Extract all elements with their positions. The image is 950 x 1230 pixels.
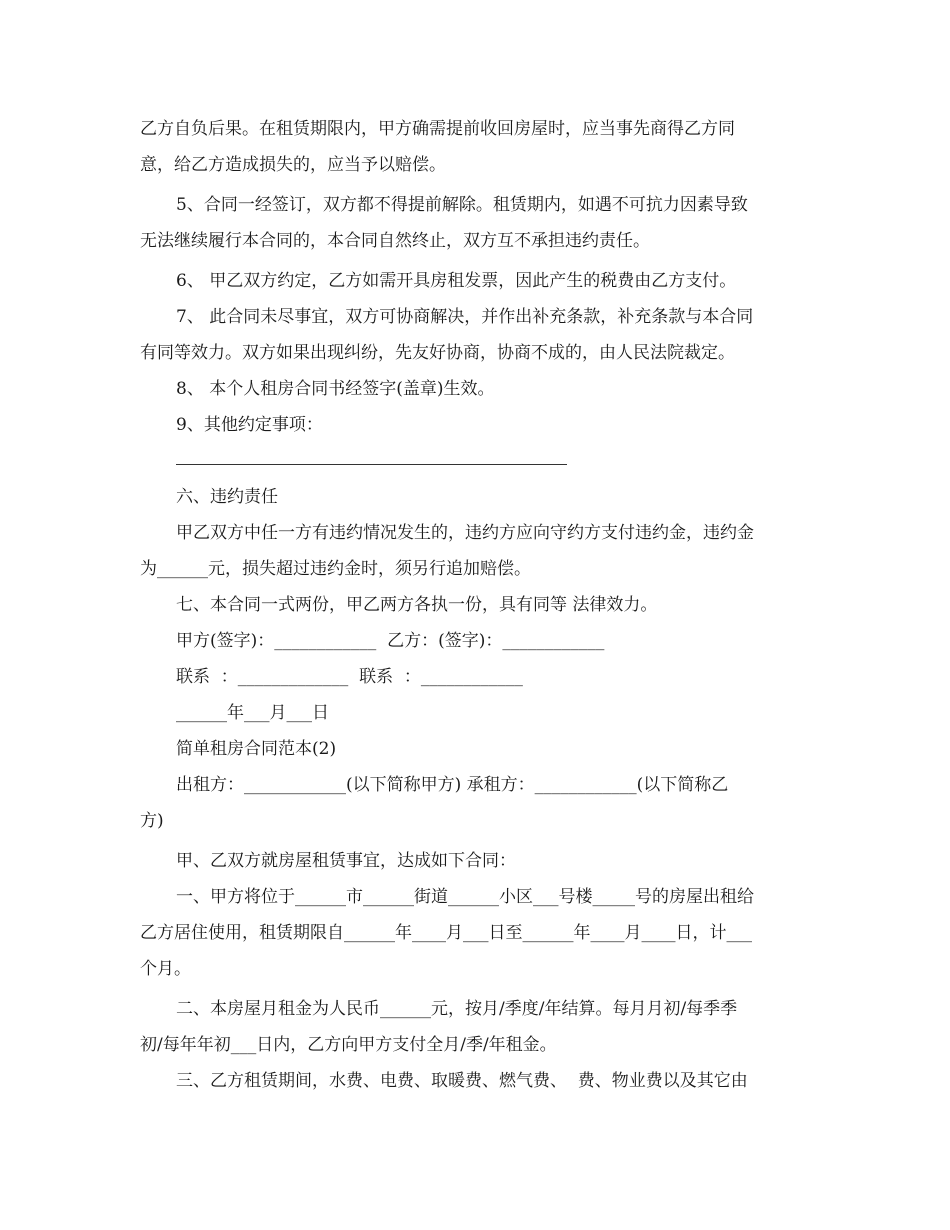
clause-7: 7、 此合同未尽事宜，双方可协商解决，并作出补充条款，补充条款与本合同	[176, 307, 754, 327]
clause-6: 6、 甲乙双方约定，乙方如需开具房租发票，因此产生的税费由乙方支付。	[176, 271, 737, 291]
contact-line: 联系 ：_____________ 联系 ：____________	[176, 667, 523, 687]
clause-5: 5、合同一经签订，双方都不得提前解除。租赁期内，如遇不可抗力因素导致	[176, 195, 748, 215]
clause-2: 二、本房屋月租金为人民币______元，按月/季度/年结算。每月月初/每季季	[176, 999, 738, 1019]
parties-line: 出租方：____________(以下简称甲方) 承租方：____________(以下简称乙	[176, 775, 729, 795]
paragraph-line: 初/每年年初___日内，乙方向甲方支付全月/季/年租金。	[140, 1035, 557, 1055]
paragraph-line: 意，给乙方造成损失的，应当予以赔偿。	[140, 155, 446, 175]
paragraph-line: 乙方居住使用，租赁期限自______年____月___日至______年____月____日，计___	[140, 923, 752, 943]
clause-8: 8、 本个人租房合同书经签字(盖章)生效。	[176, 379, 495, 399]
paragraph-line: 方)	[140, 811, 164, 831]
paragraph-line: 为______元，损失超过违约金时，须另行追加赔偿。	[140, 559, 531, 579]
blank-underline	[176, 464, 567, 465]
paragraph-line: 无法继续履行本合同的，本合同自然终止，双方互不承担违约责任。	[140, 231, 650, 251]
section-heading: 七、本合同一式两份，甲乙两方各执一份，具有同等 法律效力。	[176, 595, 658, 615]
document-title: 简单租房合同范本(2)	[176, 739, 337, 759]
paragraph-line: 有同等效力。双方如果出现纠纷，先友好协商，协商不成的，由人民法院裁定。	[140, 343, 735, 363]
date-line: ______年___月___日	[176, 703, 329, 723]
clause-1: 一、甲方将位于______市______街道______小区___号楼_____号的房屋出租给	[176, 887, 754, 907]
signature-line: 甲方(签字)：____________ 乙方：(签字)：____________	[176, 631, 605, 651]
paragraph-line: 个月。	[140, 959, 191, 979]
section-heading: 六、违约责任	[176, 487, 278, 507]
paragraph-line: 乙方自负后果。在租赁期限内，甲方确需提前收回房屋时，应当事先商得乙方同	[140, 119, 735, 139]
clause-3: 三、乙方租赁期间，水费、电费、取暖费、燃气费、 费、物业费以及其它由	[176, 1071, 748, 1091]
paragraph-line: 甲、乙双方就房屋租赁事宜，达成如下合同：	[176, 851, 516, 871]
clause-9: 9、其他约定事项：	[176, 415, 323, 435]
paragraph-line: 甲乙双方中任一方有违约情况发生的，违约方应向守约方支付违约金，违约金	[176, 523, 754, 543]
